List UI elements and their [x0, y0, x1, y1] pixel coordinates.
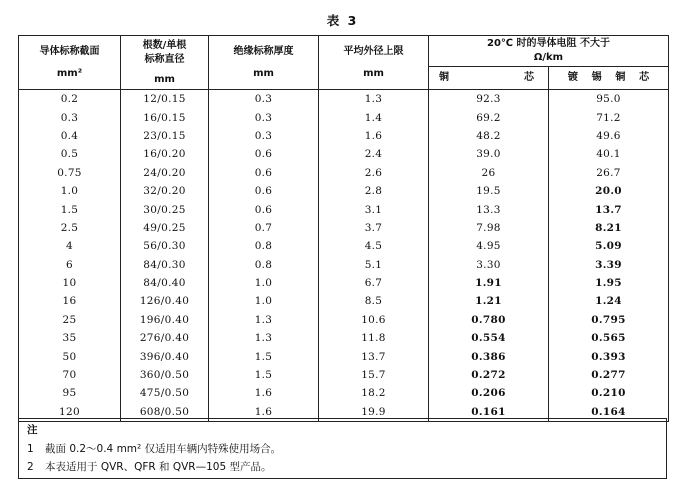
cell-strands: 16/0.15 [121, 108, 209, 126]
cell-insulation: 0.3 [209, 127, 319, 145]
table-row [19, 200, 669, 218]
cell-tinned: 0.795 [549, 311, 669, 329]
cell-section: 2.5 [19, 219, 121, 237]
cell-diameter: 8.5 [319, 292, 429, 310]
cell-copper: 0.272 [429, 366, 549, 384]
cell-tinned: 20.0 [549, 182, 669, 200]
header-resistance-unit: Ω/km [533, 52, 564, 63]
header-section [19, 36, 121, 90]
note-text: 截面 0.2～0.4 mm² 仅适用车辆内特殊使用场合。 [45, 443, 282, 455]
cell-strands: 12/0.15 [121, 90, 209, 109]
cell-copper: 7.98 [429, 219, 549, 237]
cell-section: 6 [19, 256, 121, 274]
note-text: 本表适用于 QVR、QFR 和 QVR—105 型产品。 [45, 461, 272, 473]
cell-strands: 30/0.25 [121, 200, 209, 218]
note-number: 1 [27, 443, 34, 455]
cell-copper: 69.2 [429, 108, 549, 126]
cell-diameter: 1.3 [319, 90, 429, 109]
cell-tinned: 1.95 [549, 274, 669, 292]
cell-diameter: 18.2 [319, 384, 429, 402]
header-insulation [209, 36, 319, 90]
cell-insulation: 0.8 [209, 237, 319, 255]
table-row [19, 127, 669, 145]
cell-section: 10 [19, 274, 121, 292]
cell-strands: 196/0.40 [121, 311, 209, 329]
cell-section: 25 [19, 311, 121, 329]
header-strands [121, 36, 209, 90]
cell-diameter: 2.6 [319, 164, 429, 182]
cell-copper: 0.554 [429, 329, 549, 347]
cell-insulation: 1.3 [209, 329, 319, 347]
cell-copper: 39.0 [429, 145, 549, 163]
header-section-unit: mm² [56, 67, 83, 79]
cell-insulation: 0.6 [209, 182, 319, 200]
cell-insulation: 1.5 [209, 347, 319, 365]
cell-section: 35 [19, 329, 121, 347]
table-row [19, 366, 669, 384]
cell-insulation: 1.0 [209, 292, 319, 310]
cell-strands: 49/0.25 [121, 219, 209, 237]
header-strands-label1: 根数/单根 [142, 39, 187, 51]
header-copper [429, 67, 549, 90]
table-row [19, 347, 669, 365]
cell-section: 1.0 [19, 182, 121, 200]
cell-diameter: 5.1 [319, 256, 429, 274]
cell-strands: 608/0.50 [121, 403, 209, 422]
cell-tinned: 95.0 [549, 90, 669, 109]
cell-tinned: 13.7 [549, 200, 669, 218]
header-tinned-copper [549, 67, 669, 90]
cell-insulation: 0.7 [209, 219, 319, 237]
table-row [19, 164, 669, 182]
cell-strands: 475/0.50 [121, 384, 209, 402]
cell-diameter: 3.1 [319, 200, 429, 218]
cell-strands: 16/0.20 [121, 145, 209, 163]
cell-section: 4 [19, 237, 121, 255]
cell-tinned: 0.393 [549, 347, 669, 365]
note-item-2 [27, 459, 271, 474]
cell-section: 16 [19, 292, 121, 310]
cell-diameter: 19.9 [319, 403, 429, 422]
table-row [19, 256, 669, 274]
cell-strands: 56/0.30 [121, 237, 209, 255]
header-insulation-label: 绝缘标称厚度 [233, 45, 294, 57]
header-diameter-label: 平均外径上限 [343, 45, 404, 57]
cell-diameter: 1.4 [319, 108, 429, 126]
cell-strands: 276/0.40 [121, 329, 209, 347]
cell-copper: 0.161 [429, 403, 549, 422]
cell-strands: 360/0.50 [121, 366, 209, 384]
cell-copper: 3.30 [429, 256, 549, 274]
cell-tinned: 3.39 [549, 256, 669, 274]
cell-tinned: 0.164 [549, 403, 669, 422]
table-row [19, 145, 669, 163]
cell-tinned: 49.6 [549, 127, 669, 145]
table-row [19, 274, 669, 292]
header-diameter-unit: mm [363, 67, 384, 79]
cell-tinned: 0.565 [549, 329, 669, 347]
cell-tinned: 1.24 [549, 292, 669, 310]
cell-copper: 0.780 [429, 311, 549, 329]
table-row [19, 90, 669, 109]
cell-copper: 1.21 [429, 292, 549, 310]
cell-insulation: 0.3 [209, 90, 319, 109]
cell-copper: 4.95 [429, 237, 549, 255]
table-row [19, 237, 669, 255]
cell-copper: 13.3 [429, 200, 549, 218]
cell-tinned: 0.210 [549, 384, 669, 402]
cell-copper: 0.386 [429, 347, 549, 365]
cell-diameter: 2.8 [319, 182, 429, 200]
cell-insulation: 0.6 [209, 200, 319, 218]
cell-strands: 23/0.15 [121, 127, 209, 145]
header-copper-char1: 铜 [439, 72, 449, 83]
header-strands-unit: mm [154, 73, 175, 85]
cell-tinned: 5.09 [549, 237, 669, 255]
cell-copper: 48.2 [429, 127, 549, 145]
cell-strands: 396/0.40 [121, 347, 209, 365]
header-section-label: 导体标称截面 [39, 45, 100, 57]
table-row [19, 182, 669, 200]
header-strands-label2: 标称直径 [144, 53, 185, 65]
header-resistance-label: 20℃ 时的导体电阻 不大于 [487, 38, 610, 49]
note-item-1 [27, 441, 281, 456]
table-row [19, 219, 669, 237]
cell-diameter: 15.7 [319, 366, 429, 384]
cell-tinned: 0.277 [549, 366, 669, 384]
cell-insulation: 1.5 [209, 366, 319, 384]
cell-diameter: 3.7 [319, 219, 429, 237]
cell-section: 1.5 [19, 200, 121, 218]
cell-copper: 19.5 [429, 182, 549, 200]
cell-copper: 92.3 [429, 90, 549, 109]
cell-insulation: 0.6 [209, 164, 319, 182]
cell-section: 0.4 [19, 127, 121, 145]
header-diameter [319, 36, 429, 90]
conductor-spec-table [18, 35, 669, 422]
cell-insulation: 0.3 [209, 108, 319, 126]
cell-copper: 26 [429, 164, 549, 182]
header-insulation-unit: mm [253, 67, 274, 79]
cell-diameter: 6.7 [319, 274, 429, 292]
cell-diameter: 10.6 [319, 311, 429, 329]
header-tinned-char4: 芯 [639, 72, 650, 83]
table-title: 表 3 [326, 13, 359, 28]
cell-diameter: 2.4 [319, 145, 429, 163]
cell-section: 50 [19, 347, 121, 365]
cell-strands: 32/0.20 [121, 182, 209, 200]
cell-section: 95 [19, 384, 121, 402]
cell-section: 0.75 [19, 164, 121, 182]
header-tinned-char3: 铜 [615, 72, 626, 83]
notes-heading: 注 [27, 424, 38, 436]
cell-insulation: 0.6 [209, 145, 319, 163]
cell-diameter: 11.8 [319, 329, 429, 347]
cell-diameter: 4.5 [319, 237, 429, 255]
header-copper-char2: 芯 [524, 72, 534, 83]
header-tinned-char1: 镀 [567, 72, 578, 83]
cell-strands: 126/0.40 [121, 292, 209, 310]
cell-insulation: 1.0 [209, 274, 319, 292]
cell-strands: 84/0.40 [121, 274, 209, 292]
note-number: 2 [27, 461, 34, 473]
header-tinned-char2: 锡 [591, 72, 602, 83]
cell-section: 0.5 [19, 145, 121, 163]
cell-copper: 0.206 [429, 384, 549, 402]
table-row [19, 311, 669, 329]
cell-tinned: 71.2 [549, 108, 669, 126]
cell-tinned: 40.1 [549, 145, 669, 163]
cell-copper: 1.91 [429, 274, 549, 292]
notes-section [18, 418, 667, 479]
table-row [19, 292, 669, 310]
cell-diameter: 13.7 [319, 347, 429, 365]
cell-section: 70 [19, 366, 121, 384]
cell-section: 120 [19, 403, 121, 422]
cell-insulation: 1.3 [209, 311, 319, 329]
cell-diameter: 1.6 [319, 127, 429, 145]
cell-section: 0.2 [19, 90, 121, 109]
table-row [19, 329, 669, 347]
cell-insulation: 1.6 [209, 384, 319, 402]
cell-strands: 84/0.30 [121, 256, 209, 274]
cell-insulation: 0.8 [209, 256, 319, 274]
cell-section: 0.3 [19, 108, 121, 126]
cell-tinned: 26.7 [549, 164, 669, 182]
cell-tinned: 8.21 [549, 219, 669, 237]
cell-insulation: 1.6 [209, 403, 319, 422]
table-row [19, 108, 669, 126]
header-resistance [429, 36, 669, 67]
cell-strands: 24/0.20 [121, 164, 209, 182]
table-row [19, 384, 669, 402]
